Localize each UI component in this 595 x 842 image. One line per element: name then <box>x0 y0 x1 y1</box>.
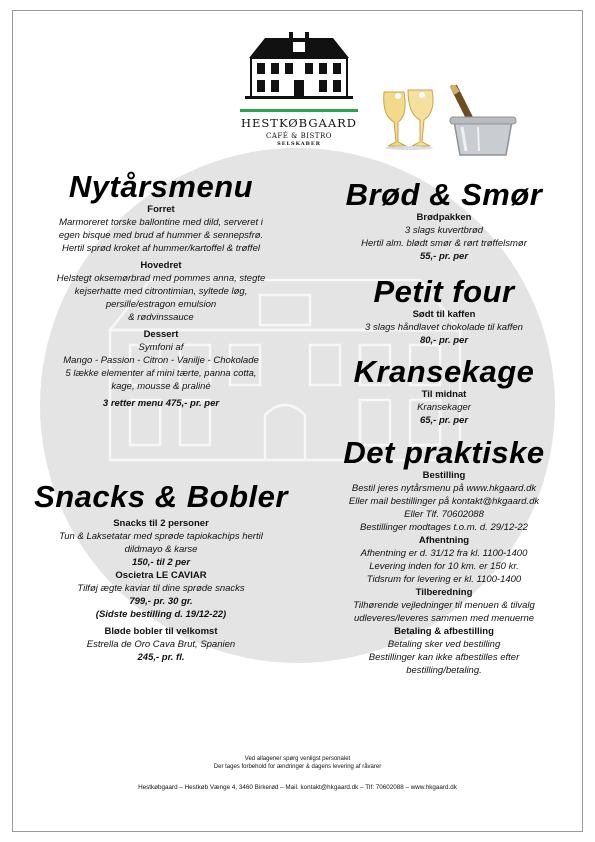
nytaarsmenu-title: Nytårsmenu <box>68 169 254 204</box>
hovedret-line: kejserhatte med citrontimian, syltede løg, <box>74 286 248 297</box>
footer-contact: Hestkøbgaard – Hestkøb Vænge 4, 3460 Birkerød – Mail. kontakt@hkgaard.dk – Tlf: 70602088 – www.hkgaard.dk <box>138 784 457 791</box>
bestilling-line: Bestillinger modtages t.o.m. d. 29/12-22 <box>360 522 528 533</box>
bobler-price: 245,- pr. fl. <box>137 652 185 663</box>
hovedret-line: persille/estragon emulsion <box>105 299 217 310</box>
kransekage-title: Kransekage <box>353 354 535 389</box>
logo-subtitle-2: SELSKABER <box>277 141 321 147</box>
nytaarsmenu-section <box>30 170 292 410</box>
hovedret-line: & rødvinssauce <box>128 312 194 323</box>
brod-line: 3 slags kuvertbrød <box>404 225 484 236</box>
caviar-price: 799,- pr. 30 gr. <box>129 596 193 607</box>
brod-title: Brød & Smør <box>345 177 543 212</box>
logo-name: HESTKØBGAARD <box>240 116 358 130</box>
snacks-title: Snacks & Bobler <box>34 479 288 514</box>
hovedret-line: Helstegt oksemørbrad med pommes anna, stegte <box>56 273 266 284</box>
petit-four-label: Sødt til kaffen <box>412 309 476 320</box>
bestilling-line: Bestil jeres nytårsmenu på www.hkgaard.dk <box>351 483 537 494</box>
logo-green-line <box>240 109 358 112</box>
footer-reservation-note: Der tages forbehold for ændringer & dagens levering af råvarer <box>213 764 382 770</box>
petit-four-section <box>305 275 583 347</box>
kransekage-line: Kransekager <box>417 402 471 413</box>
snacks-line: Tun & Laksetatar med sprøde tapiokachips hertil <box>59 531 263 542</box>
footer-allergen-note: Ved allagener spørg venligst personalet <box>244 756 351 762</box>
bobler-line: Estrella de Oro Cava Brut, Spanien <box>86 639 236 650</box>
dessert-line: Mango - Passion - Citron - Vanilje - Chokolade <box>63 355 259 366</box>
champagne-bucket-icon <box>448 85 518 157</box>
forret-line: egen bisque med brud af hummer & sennepsfrø. <box>58 230 264 241</box>
afhentning-line: Levering inden for 10 km. er 150 kr. <box>369 561 519 572</box>
dessert-line: Symfoni af <box>138 342 184 353</box>
brod-line: Hertil alm. blødt smør & rørt trøffelsmør <box>361 238 527 249</box>
brod-section <box>305 178 583 263</box>
petit-four-price: 80,- pr. per <box>419 335 469 346</box>
praktisk-section <box>305 436 583 677</box>
snacks-label: Snacks til 2 personer <box>113 518 209 529</box>
betaling-line: bestilling/betaling. <box>406 665 482 676</box>
tilberedning-label: Tilberedning <box>415 587 473 598</box>
caviar-line: Tilføj ægte kaviar til dine sprøde snacks <box>77 583 245 594</box>
praktisk-title: Det praktiske <box>343 435 545 470</box>
bobler-label: Bløde bobler til velkomst <box>104 626 218 637</box>
bestilling-line: Eller Tlf. 70602088 <box>404 509 484 520</box>
dessert-line: kage, mousse & praliné <box>111 381 211 392</box>
betaling-line: Bestillinger kan ikke afbestilles efter <box>368 652 520 663</box>
petit-four-title: Petit four <box>373 274 515 309</box>
brod-price: 55,- pr. per <box>419 251 469 262</box>
hovedret-label: Hovedret <box>140 260 182 271</box>
caviar-label: Oscietra LE CAVIAR <box>115 570 207 581</box>
forret-line: Hertil sprød kroket af hummer/kartoffel & trøffel <box>62 243 260 254</box>
caviar-note: (Sidste bestilling d. 19/12-22) <box>95 609 227 620</box>
kransekage-label: Til midnat <box>421 389 467 400</box>
bestilling-label: Bestilling <box>422 470 466 481</box>
forret-line: Marmoreret torske ballontine med dild, serveret i <box>59 217 263 228</box>
dessert-line: 5 lække elementer af mini tærte, panna cotta, <box>65 368 257 379</box>
afhentning-label: Afhentning <box>418 535 470 546</box>
snacks-section <box>30 480 292 664</box>
brod-label: Brødpakken <box>416 212 472 223</box>
footer-notice <box>0 755 595 771</box>
logo <box>240 30 358 147</box>
tilberedning-line: udleveres/leveres sammen med menuerne <box>353 613 535 624</box>
afhentning-line: Tidsrum for levering er kl. 1100-1400 <box>366 574 522 585</box>
forret-label: Forret <box>147 204 175 215</box>
champagne-glasses-icon <box>378 86 440 152</box>
manor-house-icon <box>243 30 355 100</box>
logo-subtitle: CAFÉ & BISTRO <box>266 132 332 140</box>
kransekage-price: 65,- pr. per <box>419 415 469 426</box>
afhentning-line: Afhentning er d. 31/12 fra kl. 1100-1400 <box>360 548 528 559</box>
snacks-price: 150,- til 2 per <box>131 557 191 568</box>
bestilling-line: Eller mail bestillinger på kontakt@hkgaard.dk <box>348 496 540 507</box>
snacks-line: dildmayo & karse <box>124 544 198 555</box>
kransekage-section <box>305 355 583 427</box>
dessert-label: Dessert <box>143 329 179 340</box>
betaling-label: Betaling & afbestilling <box>394 626 494 637</box>
tilberedning-line: Tilhørende vejledninger til menuen & tilvalg <box>353 600 535 611</box>
betaling-line: Betaling sker ved bestilling <box>387 639 501 650</box>
petit-four-line: 3 slags håndlavet chokolade til kaffen <box>365 322 523 333</box>
menu-price: 3 retter menu 475,- pr. per <box>102 398 220 409</box>
